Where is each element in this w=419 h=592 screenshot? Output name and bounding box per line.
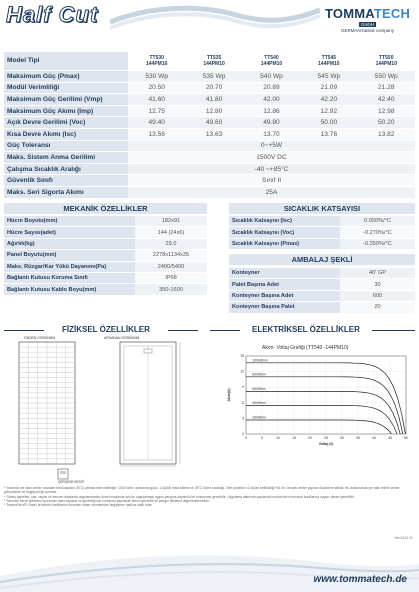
- table-cell: Konteyner: [229, 268, 340, 279]
- y-tick-label: 15: [240, 354, 244, 358]
- series-label: 800W/m²: [252, 372, 267, 377]
- table-cell: 42.00: [243, 94, 300, 106]
- x-tick-label: 0: [245, 436, 247, 440]
- table-cell: 545 Wp: [300, 71, 357, 83]
- temp-section-title: SICAKLIK KATSAYISI: [229, 203, 415, 214]
- x-tick-label: 50: [404, 436, 408, 440]
- x-tick-label: 25: [324, 436, 328, 440]
- x-tick-label: 5: [261, 436, 263, 440]
- spec-merged-row: [4, 186, 415, 198]
- header: [0, 0, 419, 48]
- temp-row: [229, 238, 415, 249]
- back-view-drawing: [100, 341, 190, 467]
- version-label: Ver.2024.01: [394, 536, 413, 540]
- table-cell: IP68: [135, 272, 207, 283]
- table-cell: Maksimum Güç (Pmax): [4, 71, 128, 83]
- mech-row: [4, 284, 207, 295]
- table-cell: 29.0: [135, 238, 207, 249]
- table-cell: Sıcaklık Katsayısı (Voc): [229, 227, 340, 238]
- series-label: 200W/m²: [252, 415, 267, 420]
- brand-badge: GmbH: [361, 22, 375, 27]
- pack-row: [229, 302, 415, 313]
- spec-merged-row: [4, 140, 415, 152]
- spec-merged-row: [4, 152, 415, 164]
- front-view-drawing: [18, 341, 78, 467]
- brand-name-b: TECH: [373, 6, 411, 21]
- x-axis-label: Voltaj (V): [318, 442, 334, 446]
- y-tick-label: 6: [242, 400, 244, 405]
- table-cell: 20.70: [185, 82, 242, 94]
- table-cell: Konteyner Başına Adet: [229, 290, 340, 301]
- series-label: 1000W/m²: [252, 358, 269, 363]
- model-col: [128, 52, 185, 71]
- table-cell: 13.56: [128, 128, 185, 140]
- mech-row: [4, 250, 207, 261]
- table-cell: Açık Devre Gerilimi (Voc): [4, 117, 128, 129]
- model-name: 144PM10: [260, 61, 283, 67]
- table-cell: 49.80: [243, 117, 300, 129]
- y-tick-label: 3: [242, 416, 244, 421]
- series-label: 600W/m²: [252, 386, 267, 391]
- brand-logo: [325, 6, 410, 33]
- table-cell: -40 ~+85°C: [128, 163, 415, 175]
- table-cell: 13.70: [243, 128, 300, 140]
- pack-table: [229, 268, 415, 314]
- pack-row: [229, 290, 415, 301]
- table-cell: 12.86: [243, 105, 300, 117]
- y-axis-label: Akım(A): [227, 388, 231, 402]
- pack-row: [229, 279, 415, 290]
- footnotes: [4, 486, 415, 507]
- table-cell: 12.80: [185, 105, 242, 117]
- table-cell: 50.20: [358, 117, 415, 129]
- mech-row: [4, 216, 207, 227]
- table-cell: Kısa Devre Akımı (Isc): [4, 128, 128, 140]
- table-cell: 2400/5400: [135, 261, 207, 272]
- y-tick-label: 12: [240, 369, 244, 374]
- physical-section-title: FİZİKSEL ÖZELLİKLER: [62, 325, 150, 334]
- table-cell: Güvenlik Sınıfı: [4, 175, 128, 187]
- spec-row: [4, 128, 415, 140]
- table-cell: 144 (24x6): [135, 227, 207, 238]
- website-link[interactable]: www.tommatech.de: [313, 574, 407, 585]
- model-col: [185, 52, 242, 71]
- table-cell: Sıcaklık Katsayısı (Pmax): [229, 238, 340, 249]
- table-cell: 49.60: [185, 117, 242, 129]
- footnote: * Güneş panelleri; çatı, cephe ve benzeri alanlarda uygulanmadan önce kurulumlar için bu uygulamaya uygun yangına dayanıklı bir bulunması gereklidir. Uygulama alanında yapılacak kurulumların mevzuat kurallarına uygun olması gereklidir.: [4, 494, 355, 499]
- table-cell: 1500V DC: [128, 152, 415, 164]
- table-cell: Hücre Boyutu(mm): [4, 216, 135, 227]
- table-cell: 540 Wp: [243, 71, 300, 83]
- model-name: TT540: [264, 55, 279, 61]
- x-tick-label: 20: [308, 436, 312, 440]
- x-tick-label: 40: [372, 436, 376, 440]
- table-cell: 13.82: [358, 128, 415, 140]
- mech-row: [4, 272, 207, 283]
- page-title: Half Cut: [6, 2, 99, 27]
- table-cell: 25A: [128, 186, 415, 198]
- table-cell: 350-1600: [135, 284, 207, 295]
- table-cell: Bağlantı Kutusu Kablo Boyu(mm): [4, 284, 135, 295]
- table-cell: Konteyner Başına Palet: [229, 302, 340, 313]
- table-cell: 40' GP: [340, 268, 415, 279]
- table-cell: 42.20: [300, 94, 357, 106]
- model-name: 144PM10: [375, 61, 397, 67]
- frame-section-label: ÇERÇEVE KESİTİ: [58, 480, 85, 484]
- temp-table: [229, 216, 415, 250]
- table-cell: 49.40: [128, 117, 185, 129]
- brand-name: [325, 6, 410, 21]
- mech-row: [4, 261, 207, 272]
- table-cell: Sıcaklık Katsayısı (Isc): [229, 216, 340, 227]
- divider: [372, 330, 415, 331]
- x-tick-label: 10: [276, 436, 280, 440]
- mech-section-title: MEKANİK ÖZELLİKLER: [4, 203, 207, 214]
- table-cell: Sınıf II: [128, 175, 415, 187]
- table-cell: Ağırlık(kg): [4, 238, 135, 249]
- model-name: TT535: [206, 55, 222, 61]
- footer-wave: [0, 546, 419, 592]
- chart-title: Akım- Voltaj Grafiği (TT540 -144PM10): [262, 345, 349, 351]
- spec-row: [4, 94, 415, 106]
- table-cell: 0~+5W: [128, 140, 415, 152]
- table-cell: Bağlantı Kutusu Koruma Sınıfı: [4, 272, 135, 283]
- table-cell: Hücre Sayısı(adet): [4, 227, 135, 238]
- pack-row: [229, 268, 415, 279]
- table-cell: Panel Boyutu(mm): [4, 250, 135, 261]
- table-cell: 12.92: [300, 105, 357, 117]
- spec-row: [4, 105, 415, 117]
- table-cell: Çalışma Sıcaklık Aralığı: [4, 163, 128, 175]
- table-cell: 50.00: [300, 117, 357, 129]
- electrical-section-title: ELEKTRİKSEL ÖZELLİKLER: [252, 325, 360, 334]
- brand-name-a: TOMMA: [325, 6, 374, 21]
- table-cell: 30: [340, 279, 415, 290]
- model-name: TT550: [379, 55, 394, 61]
- table-cell: 20: [340, 302, 415, 313]
- x-tick-label: 15: [292, 436, 296, 440]
- table-cell: Maks. Sistem Anma Gerilimi: [4, 152, 128, 164]
- front-view-label: ÖNDEN GÖRÜNÜM: [24, 336, 56, 340]
- footnote: * Yatırımcı kendi işletmesi açısından olası kayıplar ve güvenliği için kurulumu yapılacak alanın güvenlik ve yangın risklerini değerlendirmelidir.: [4, 498, 210, 503]
- table-cell: Güç Toleransı: [4, 140, 128, 152]
- model-label: Model Tipi: [4, 52, 128, 71]
- brand-tagline: GERMAN-based company: [341, 28, 395, 33]
- x-tick-label: 35: [356, 436, 360, 440]
- table-cell: Modül Verimliliği: [4, 82, 128, 94]
- table-cell: 41.60: [128, 94, 185, 106]
- spec-table: [4, 52, 415, 199]
- model-name: 144PM10: [203, 61, 225, 67]
- table-cell: 530 Wp: [128, 71, 185, 83]
- model-name: 144PM10: [318, 61, 340, 67]
- table-cell: 42.40: [358, 94, 415, 106]
- model-name: 144PM10: [145, 61, 168, 67]
- model-col: [300, 52, 357, 71]
- table-cell: 535 Wp: [185, 71, 242, 83]
- model-name: TT545: [321, 55, 337, 61]
- table-cell: Maksimum Güç Akımı (Imp): [4, 105, 128, 117]
- table-cell: Maks. Seri Sigorta Akımı: [4, 186, 128, 198]
- table-cell: 20.89: [243, 82, 300, 94]
- table-cell: 21.09: [300, 82, 357, 94]
- y-tick-label: 0: [242, 432, 244, 436]
- spec-merged-row: [4, 175, 415, 187]
- table-cell: Maksimum Güç Gerilimi (Vmp): [4, 94, 128, 106]
- table-cell: 182x91: [135, 216, 207, 227]
- mech-row: [4, 227, 207, 238]
- frame-section-drawing: [56, 467, 82, 481]
- header-wave-graphic: [110, 0, 320, 40]
- table-cell: 13.76: [300, 128, 357, 140]
- table-cell: -0.350%/°C: [340, 238, 415, 249]
- iv-chart: [224, 352, 414, 446]
- table-cell: 0.050%/°C: [340, 216, 415, 227]
- table-cell: 20.50: [128, 82, 185, 94]
- table-cell: 12.75: [128, 105, 185, 117]
- table-cell: 2278x1134x35: [135, 250, 207, 261]
- series-label: 400W/m²: [252, 400, 267, 405]
- spec-row: [4, 117, 415, 129]
- y-tick-label: 9: [242, 385, 244, 390]
- footnote: * TommaTech® GmbH ürünlerin özelliklerini önceden haber vermeksizin değiştirme hakkını saklı tutar.: [4, 503, 153, 508]
- table-cell: -0.270%/°C: [340, 227, 415, 238]
- spec-row: [4, 82, 415, 94]
- spec-merged-row: [4, 163, 415, 175]
- divider: [210, 330, 240, 331]
- table-cell: Palet Başına Adet: [229, 279, 340, 290]
- table-cell: 600: [340, 290, 415, 301]
- table-cell: 12.98: [358, 105, 415, 117]
- spec-row: [4, 71, 415, 83]
- table-cell: Maks. Rüzgar/Kar Yükü Dayanımı(Pa): [4, 261, 135, 272]
- model-name: TT530: [149, 55, 164, 61]
- model-col: [358, 52, 415, 71]
- divider: [4, 330, 44, 331]
- x-tick-label: 30: [340, 436, 344, 440]
- temp-row: [229, 227, 415, 238]
- table-cell: 550 Wp: [358, 71, 415, 83]
- temp-row: [229, 216, 415, 227]
- footnote: * Yukarıda yer alan veriler, standart test koşulları (STC) altında elde edilmiştir: 1000 W/m² ışınlanma gücü, 1.5(AM) hava kütlesi ve 25°C hücre sıcaklığı. Tam panelde ±1 ölçüm belirsizliği %3 tür. Gerçek veriler yapılan ölçümlere tabidir. Bu dokümanda yer alan teknik veriler güncelleme ve bağlayıcılığı içermez.: [4, 486, 400, 495]
- table-cell: 41.80: [185, 94, 242, 106]
- divider: [168, 330, 198, 331]
- mech-table: [4, 216, 207, 296]
- table-cell: 13.63: [185, 128, 242, 140]
- back-view-label: ARKADAN GÖRÜNÜM: [104, 336, 140, 340]
- model-col: [243, 52, 300, 71]
- pack-section-title: AMBALAJ ŞEKLİ: [229, 254, 415, 265]
- mech-row: [4, 238, 207, 249]
- brand-subtitle: [325, 22, 410, 27]
- table-cell: 21.28: [358, 82, 415, 94]
- x-tick-label: 45: [388, 436, 392, 440]
